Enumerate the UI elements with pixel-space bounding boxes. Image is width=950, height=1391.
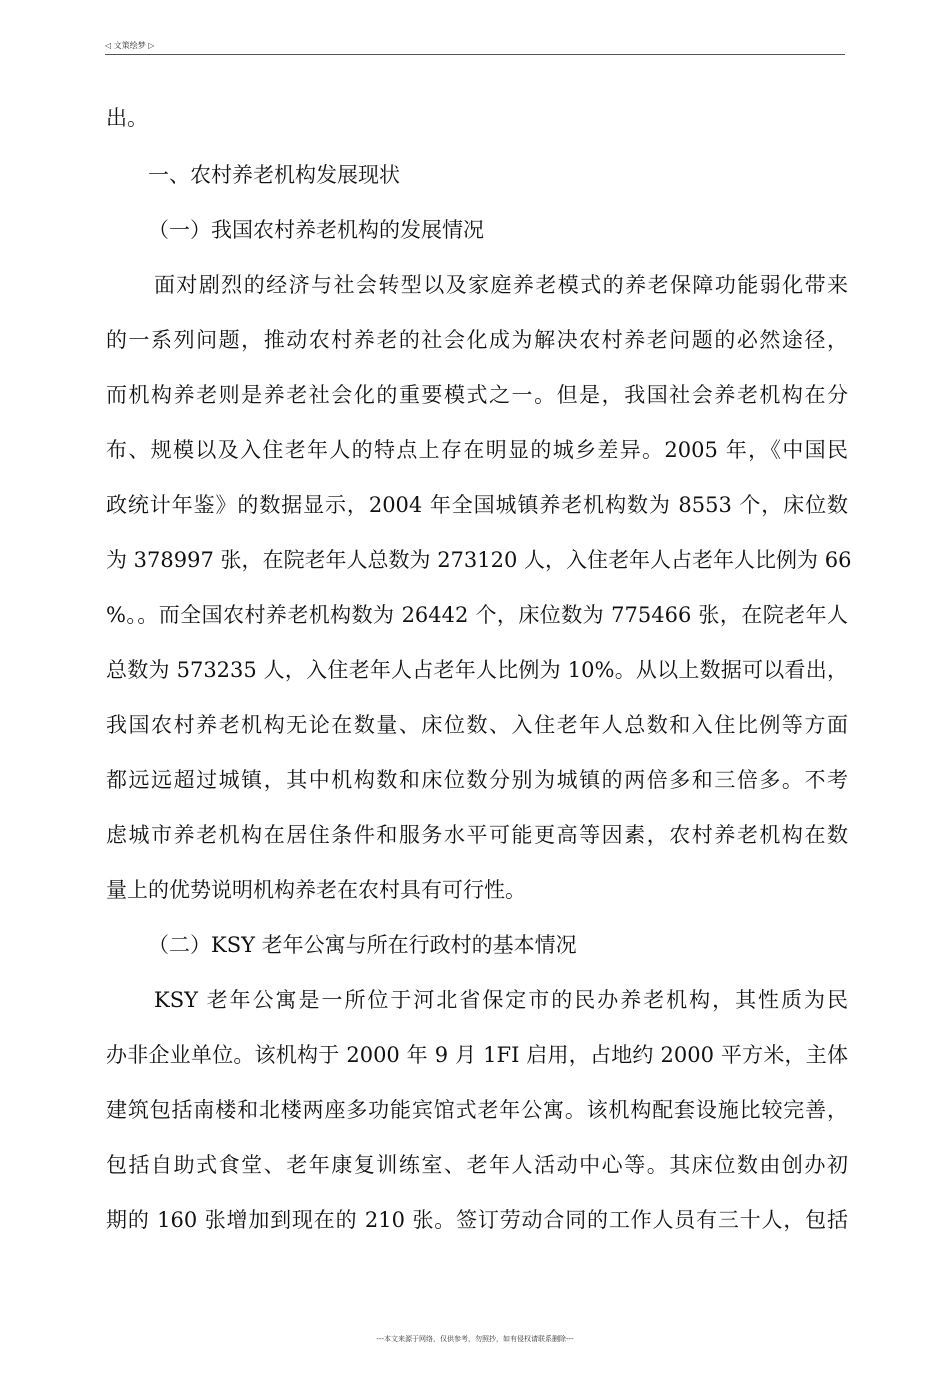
paragraph-line: 期的 160 张增加到现在的 210 张。签订劳动合同的工作人员有三十人，包括 (106, 1208, 848, 1232)
section-heading: 一、农村养老机构发展现状 (148, 163, 400, 187)
paragraph-line: 的一系列问题，推动农村养老的社会化成为解决农村养老问题的必然途径， (106, 328, 848, 352)
paragraph-line: 虑城市养老机构在居住条件和服务水平可能更高等因素，农村养老机构在数 (106, 823, 848, 847)
paragraph-line: 我国农村养老机构无论在数量、床位数、入住老年人总数和入住比例等方面 (106, 713, 848, 737)
paragraph-line: KSY 老年公寓是一所位于河北省保定市的民办养老机构，其性质为民 (154, 988, 848, 1012)
paragraph-line: 政统计年鉴》的数据显示，2004 年全国城镇养老机构数为 8553 个，床位数 (106, 493, 848, 517)
paragraph-line: 布、规模以及入住老年人的特点上存在明显的城乡差异。2005 年，《中国民 (106, 438, 848, 462)
page-footer: ---本文来源于网络，仅供参考，勿照抄，如有侵权请联系删除--- (376, 1335, 574, 1343)
left-triangle-icon: ◁ (105, 41, 112, 50)
paragraph-line: 面对剧烈的经济与社会转型以及家庭养老模式的养老保障功能弱化带来 (154, 273, 848, 297)
page-header (105, 40, 845, 55)
paragraph-line: 为 378997 张，在院老年人总数为 273120 人，入住老年人占老年人比例为 66 (106, 548, 852, 572)
subsection-heading: （二）KSY 老年公寓与所在行政村的基本情况 (148, 933, 577, 957)
paragraph-line: 出。 (106, 106, 148, 130)
subsection-heading: （一）我国农村养老机构的发展情况 (148, 218, 484, 242)
paragraph-line: 办非企业单位。该机构于 2000 年 9 月 1FI 启用，占地约 2000 平方米，主体 (106, 1043, 848, 1067)
paragraph-line: 包括自助式食堂、老年康复训练室、老年人活动中心等。其床位数由创办初 (106, 1153, 848, 1177)
paragraph-line: 建筑包括南楼和北楼两座多功能宾馆式老年公寓。该机构配套设施比较完善， (106, 1098, 848, 1122)
right-triangle-icon: ▷ (148, 41, 155, 50)
paragraph-line: 而机构养老则是养老社会化的重要模式之一。但是，我国社会养老机构在分 (106, 383, 848, 407)
header-title: 文策绘梦 (113, 41, 146, 50)
paragraph-line: 都远远超过城镇，其中机构数和床位数分别为城镇的两倍多和三倍多。不考 (106, 768, 848, 792)
paragraph-line: %。。而全国农村养老机构数为 26442 个，床位数为 775466 张，在院老年人 (106, 603, 848, 627)
paragraph-line: 量上的优势说明机构养老在农村具有可行性。 (106, 878, 526, 902)
paragraph-line: 总数为 573235 人，入住老年人占老年人比例为 10%。从以上数据可以看出， (106, 658, 848, 682)
